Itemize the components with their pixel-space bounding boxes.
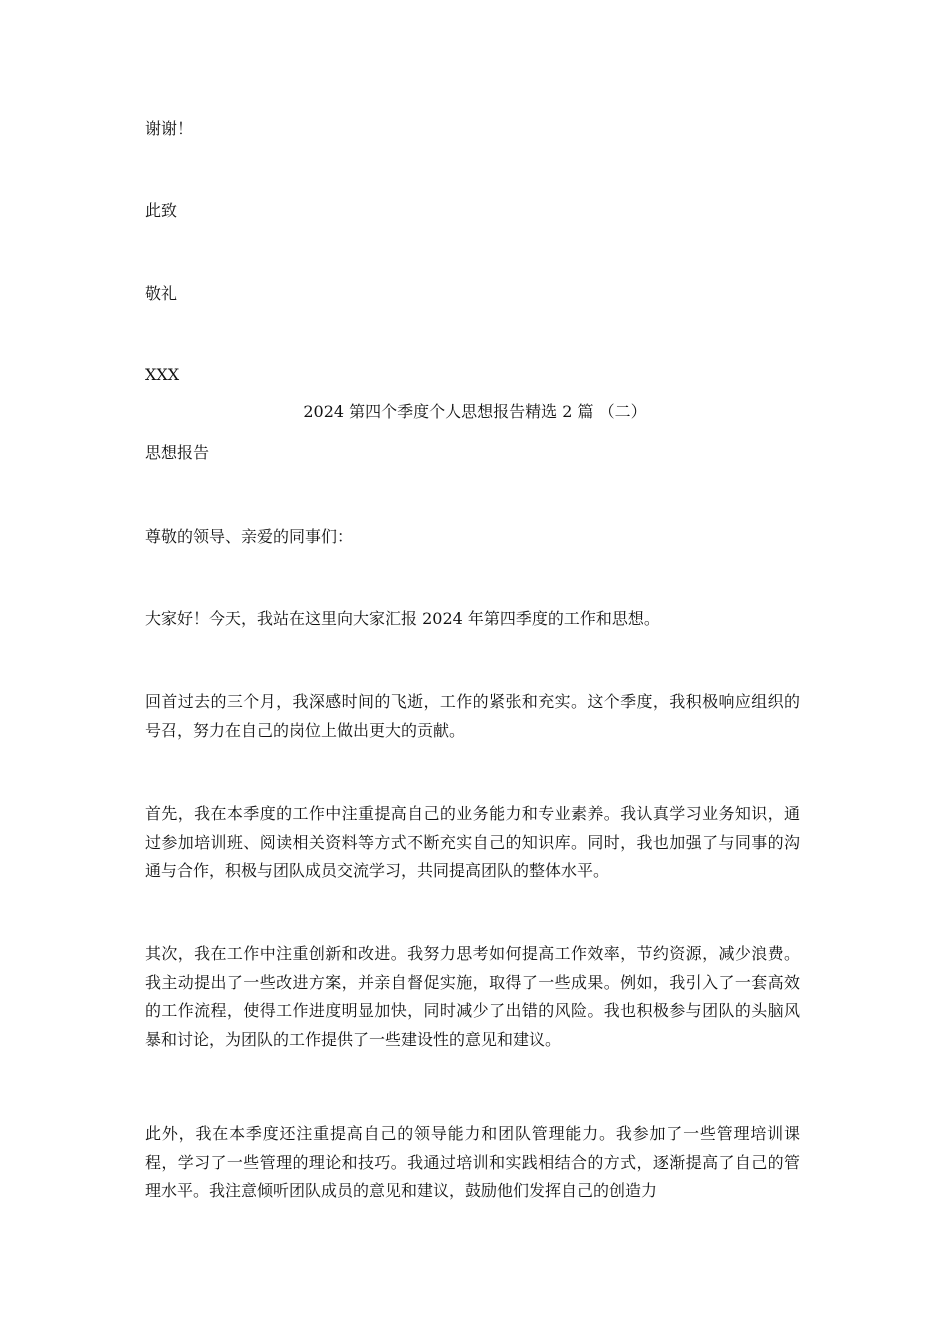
paragraph-3: 首先，我在本季度的工作中注重提高自己的业务能力和专业素养。我认真学习业务知识，通过参加培训班、阅读相关资料等方式不断充实自己的知识库。同时，我也加强了与同事的沟通与合作，积极与团队成员交流学习，共同提高团队的整体水平。 bbox=[145, 804, 800, 880]
closing-thanks: 谢谢！ bbox=[145, 119, 194, 138]
paragraph-1: 大家好！今天，我站在这里向大家汇报 2024 年第四季度的工作和思想。 bbox=[145, 609, 660, 628]
report-greeting: 尊敬的领导、亲爱的同事们： bbox=[145, 527, 354, 546]
paragraph-2: 回首过去的三个月，我深感时间的飞逝，工作的紧张和充实。这个季度，我积极响应组织的号召，努力在自己的岗位上做出更大的贡献。 bbox=[145, 692, 800, 740]
paragraph-5: 此外，我在本季度还注重提高自己的领导能力和团队管理能力。我参加了一些管理培训课程，学习了一些管理的理论和技巧。我通过培训和实践相结合的方式，逐渐提高了自己的管理水平。我注意倾听团队成员的意见和建议，鼓励他们发挥自己的创造力 bbox=[145, 1124, 800, 1200]
closing-signature: XXX bbox=[145, 365, 180, 384]
report-doc-type: 思想报告 bbox=[145, 443, 210, 462]
paragraph-4: 其次，我在工作中注重创新和改进。我努力思考如何提高工作效率，节约资源，减少浪费。我主动提出了一些改进方案，并亲自督促实施，取得了一些成果。例如，我引入了一套高效的工作流程，使得工作进度明显加快，同时减少了出错的风险。我也积极参与团队的头脑风暴和讨论，为团队的工作提供了一些建设性的意见和建议。 bbox=[145, 944, 800, 1049]
report-title: 2024 第四个季度个人思想报告精选 2 篇 （二） bbox=[303, 402, 647, 421]
closing-respectfully: 此致 bbox=[145, 201, 178, 220]
closing-salute: 敬礼 bbox=[145, 284, 178, 303]
